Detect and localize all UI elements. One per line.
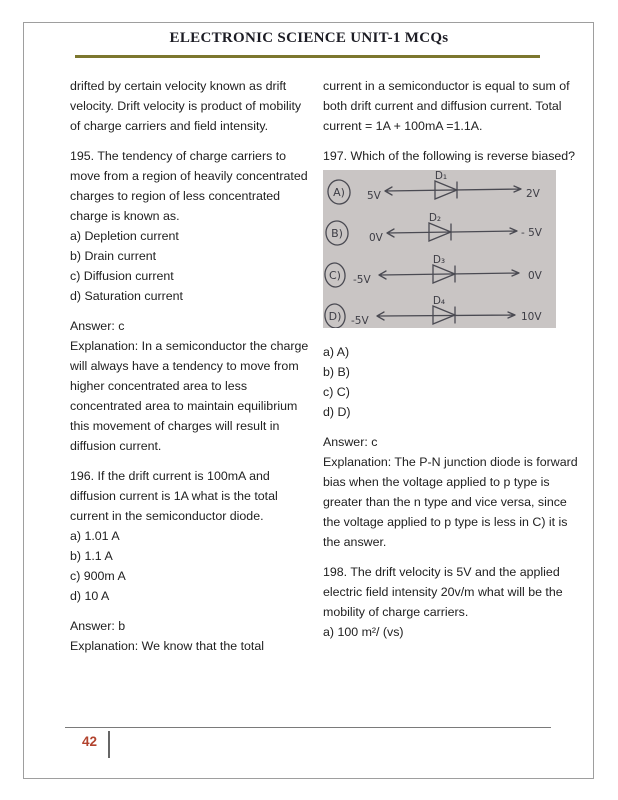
question-195-option-b: b) Drain current [70,249,157,263]
question-196-option-d: d) 10 A [70,589,110,603]
question-195 [70,146,310,306]
circuit-c-right-voltage: 0V [528,270,542,282]
wire [385,186,521,195]
question-196-text: 196. If the drift current is 100mA and diffusion current is 1A what is the total current in the semiconductor diode. [70,469,278,523]
question-197-option-c: c) C) [323,385,350,399]
circuit-row-a-label: A) [333,186,345,199]
circuit-row-c-label: C) [329,269,341,282]
paragraph-total-current: current in a semiconductor is equal to sum of both drift current and diffusion current. Total current = 1A + 100mA =1.1A. [323,79,570,133]
diode-d2-label: D₂ [428,212,442,224]
question-196-option-b: b) 1.1 A [70,549,113,563]
question-195-option-c: c) Diffusion current [70,269,174,283]
title-underline [75,55,540,58]
page-title: ELECTRONIC SCIENCE UNIT-1 MCQs [169,30,449,46]
circuit-b-left-voltage: 0V [369,232,383,244]
paragraph-drift-velocity: drifted by certain velocity known as drift velocity. Drift velocity is product of mobility of charge carriers and field intensity. [70,79,302,133]
circuit-d-left-voltage: -5V [351,315,369,327]
circuit-row-d [323,295,542,328]
question-195-explanation: Explanation: In a semiconductor the charge will always have a tendency to move from higher concentrated area to less concentrated area to maintain equilibrium this movement of charges will result in diffusion current. [70,339,309,453]
circuit-row-b [324,212,542,246]
diode-d1-label: D₁ [434,170,448,182]
circuit-row-d-label: D) [328,310,342,323]
diode-d3-label: D₃ [432,254,446,266]
circuit-a-right-voltage: 2V [526,188,540,200]
question-195-answer: Answer: c [70,319,125,333]
question-196-option-a: a) 1.01 A [70,529,120,543]
diode-d4-label: D₄ [432,295,446,307]
question-197-options [323,342,587,422]
question-196-answer: Answer: b [70,619,126,633]
question-197-answer-block [323,432,587,552]
question-195-text: 195. The tendency of charge carriers to move from a region of heavily concentrated charges to region of less concentrated charge is known as. [70,149,308,223]
circuit-row-c [323,254,542,288]
question-195-answer-block [70,316,310,456]
right-column [323,76,587,652]
question-196-explanation-start: Explanation: We know that the total [70,639,265,653]
question-197-answer: Answer: c [323,435,378,449]
question-197-explanation: Explanation: The P-N junction diode is forward bias when the voltage applied to p type is greater than the n type and vice versa, since the voltage applied to p type is less in C) it is the answer. [323,455,578,549]
circuit-diagram-photo [323,170,556,328]
diode-circuits-drawing [323,170,556,328]
question-198 [323,562,587,642]
question-197-text: 197. Which of the following is reverse biased? [323,149,576,163]
question-196-answer-block [70,616,310,656]
page-number-separator [108,731,110,758]
wire [387,228,517,237]
question-197-option-b: b) B) [323,365,350,379]
circuit-b-right-voltage: - 5V [521,227,542,239]
circuit-d-right-voltage: 10V [521,311,542,323]
question-198-text: 198. The drift velocity is 5V and the applied electric field intensity 20v/m what will be the mobility of charge carriers. [323,565,563,619]
footer-divider [65,727,551,728]
question-195-option-a: a) Depletion current [70,229,179,243]
question-197-option-d: d) D) [323,405,351,419]
question-196-option-c: c) 900m A [70,569,126,583]
page-number: 42 [82,734,98,749]
question-195-option-d: d) Saturation current [70,289,183,303]
circuit-c-left-voltage: -5V [353,274,371,286]
left-column [70,76,310,666]
circuit-row-b-label: B) [331,227,343,240]
question-196 [70,466,310,606]
question-197-option-a: a) A) [323,345,350,359]
circuit-a-left-voltage: 5V [367,190,381,202]
question-198-option-a: a) 100 m²/ (vs) [323,625,404,639]
circuit-row-a [326,170,541,206]
